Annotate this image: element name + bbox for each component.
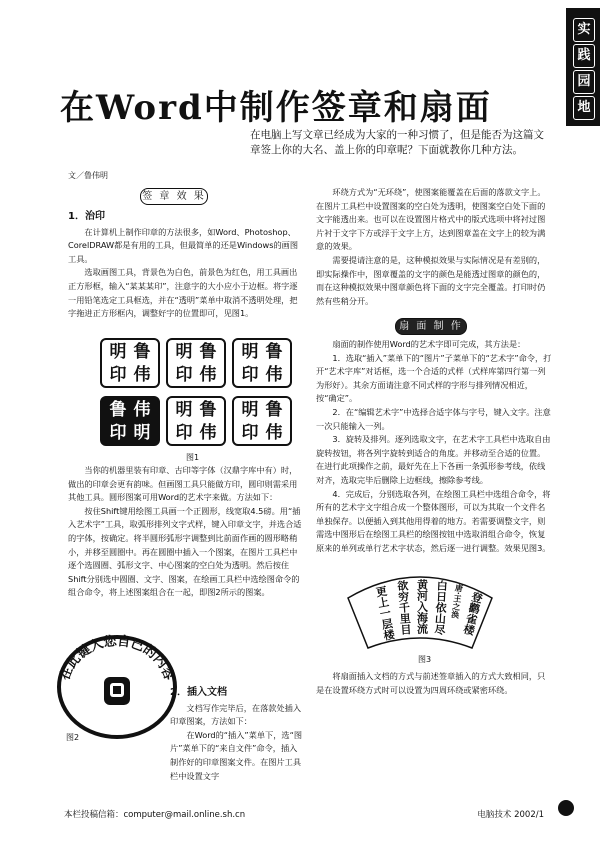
paragraph: 在Word的“插入”菜单下，选“图片”菜单下的“来自文件”命令，插入制作好的印章图案文件。在图片工具栏中设置文字 — [170, 729, 303, 781]
seal-stamp: 明 鲁 印 伟 — [232, 396, 292, 446]
figure-3-fan — [340, 568, 500, 650]
paragraph: 文档写作完毕后，在落款处插入印章图案，方法如下： — [170, 702, 302, 727]
seal-stamp: 明 鲁 印 伟 — [166, 396, 226, 446]
paragraph: 选取画图工具，背景色为白色，前景色为红色，用工具画出正方形框，输入“某某某印”，注意字的大小应小于边框。将字逐一用铅笔选定工具框选，并在“透明”菜单中取消不透明处理，把字拖进正方形框内，调整好字的位置即可，见图1。 — [68, 267, 298, 319]
tab-char: 践 — [573, 44, 595, 68]
left-column-bottom — [170, 682, 303, 783]
list-item: 1．选取“插入”菜单下的“图片”子菜单下的“艺术字”命令，打开“艺术字库”对话框，选一个合适的式样（式样库第四行第一列为形好）。其余方面请注意不同式样的字形与排列情况相近，按“确定”。 — [316, 352, 552, 404]
footer-email: 本栏投稿信箱：computer@mail.online.sh.cn — [64, 810, 246, 820]
page-footer — [64, 808, 544, 822]
list-item: 3．旋转及排列。逐列选取文字，在艺术字工具栏中选取自由旋转按钮，将各列字旋转到适合的角度。并移动至合适的位置。在进行此项操作之前，最好先在上下各画一条弧形参考线，依线对齐，选取完毕后删除上边框线，擦除参考线。 — [316, 434, 551, 485]
figure-2-round-seal — [52, 627, 182, 739]
fan-text: 更上一层楼 — [373, 584, 396, 642]
left-column-top — [68, 206, 303, 321]
fan-text: 登鹳雀楼 — [461, 590, 485, 637]
fan-text: 唐·王之涣 — [450, 583, 465, 620]
seal-stamp: 明 鲁 印 伟 — [166, 338, 226, 388]
fan-text: 黄河入海流 — [415, 579, 429, 634]
section-heading: 2．插入文档 — [170, 687, 227, 698]
tab-char: 地 — [573, 96, 595, 120]
page-marker-icon — [558, 800, 574, 816]
lead-paragraph: 在电脑上写文章已经成为大家的一种习惯了，但是能否为这篇文章签上你的大名、盖上你的印章呢？下面就教你几种方法。 — [250, 129, 544, 156]
right-column-bottom — [316, 670, 552, 697]
figure-1-caption: 图1 — [186, 453, 200, 462]
section-banner-fan: 扇 面 制 作 — [395, 318, 467, 335]
right-column-fan — [316, 338, 552, 556]
paragraph: 在计算机上制作印章的方法很多，如Word、Photoshop、CorelDRAW都是有用的工具，但最简单的还是Windows的画图工具。 — [68, 226, 299, 264]
left-column-middle — [68, 464, 303, 600]
paragraph: 当你的机器里装有印章、古印等字体（汉鼎字库中有）时，做出的印章会更有韵味。但画图工具只能做方印，圆印则需采用其他工具。圆形图案可用Word的艺术字来做。方法如下： — [68, 465, 298, 503]
paragraph: 需要提请注意的是，这种模拟效果与实际情况是有差别的，即实际操作中，图章覆盖的文字的颜色是能透过图章的颜色的，而在这种模拟效果中图章颜色将下面的文字完全覆盖。打印时仍然有些稍分开。 — [316, 254, 546, 306]
figure-3-caption: 图3 — [418, 655, 432, 664]
tab-char: 园 — [573, 70, 595, 94]
right-column-top — [316, 186, 552, 308]
tab-char: 实 — [573, 18, 595, 42]
paragraph: 环绕方式为“无环绕”，使图案能覆盖在后面的落款文字上。在图片工具栏中设置图案的空白处为透明，使图案空白处下面的文字能透出来。也可以在设置图片格式中的版式选项中将衬过图片衬于文字下方或浮于文字上方，达到图章盖在文字上的较为满意的效果。 — [316, 187, 546, 252]
seal-arc-text: 在此键入您自己的内容 — [57, 633, 177, 683]
section-tab — [566, 8, 600, 126]
list-item: 2．在“编辑艺术字”中选择合适字体与字号，键入文字。注意一次只能输入一列。 — [316, 406, 551, 431]
seal-stamp: 鲁 伟 印 明 — [100, 396, 160, 446]
list-item: 4．完成后，分别选取各列，在绘图工具栏中选组合命令，将所有的艺术字文字组合成一个整体图形，可以为其取一个文件名单独保存。以便插入到其他用得着的地方。若需要调整文字，则需选中图形后在绘图工具栏的绘图按钮中选取消组合命令，恢复原来的单列或单行艺术字状态，然后逐一进行调整。效果见图3。 — [316, 488, 551, 553]
fan-text: 欲穷千里目 — [395, 579, 413, 636]
section-heading: 1．治印 — [68, 211, 105, 222]
paragraph: 按住Shift键用绘图工具画一个正圆形，线宽取4.5磅。用“插入艺术字”工具，取弧形排列文字式样，键入印章文字，并选合适的字体，按确定。将半圆形弧形字调整到比前面作画的圆形略稍小，并移至圆圈中。再在圆圈中插入一个图案，在图片工具栏中逐个选圆圈、弧形文字、中心图案的空白处为透明。然后按住Shift分别选中圆圈、文字、图案，在绘画工具栏中选绘图命令的组合命令，将上述图案组合在一起，即图2所示的图案。 — [68, 505, 302, 598]
author-byline: 文／鲁伟明 — [68, 171, 108, 180]
seal-stamp: 明 鲁 印 伟 — [100, 338, 160, 388]
section-banner-effect: 签 章 效 果 — [140, 188, 208, 205]
paragraph: 扇面的制作使用Word的艺术字即可完成，其方法是： — [332, 339, 526, 349]
figure-2-caption: 图2 — [66, 733, 80, 742]
svg-text:在此键入您自己的内容 — [57, 633, 178, 683]
paragraph: 将扇面插入文档的方式与前述签章插入的方式大致相同，只是在设置环绕方式时可以设置为四周环绕或紧密环绕。 — [316, 671, 546, 695]
footer-journal: 电脑技术 2002/1 — [477, 810, 544, 820]
figure-1-stamps — [100, 338, 290, 448]
seal-stamp: 明 鲁 印 伟 — [232, 338, 292, 388]
fan-text: 白日依山尽 — [432, 579, 449, 636]
article-title: 在Word中制作签章和扇面 — [60, 88, 492, 128]
